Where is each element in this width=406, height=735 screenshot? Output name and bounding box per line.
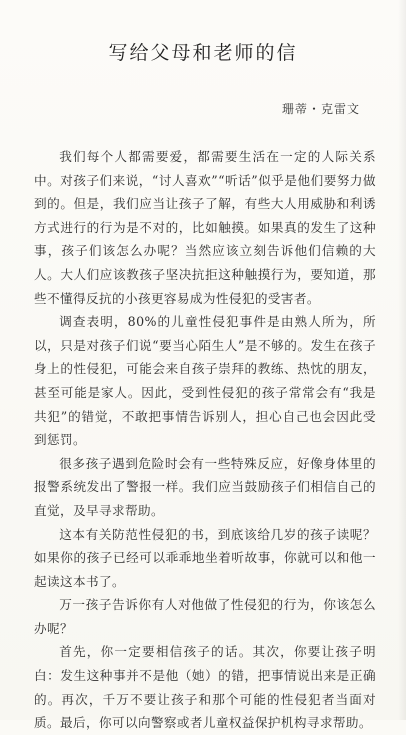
letter-body (34, 145, 376, 735)
paragraph-4: 这本有关防范性侵犯的书，到底该给几岁的孩子读呢？如果你的孩子已经可以乖乖地坐着听故事，你就可以和他一起读这本书了。 (34, 526, 376, 589)
paragraph-6: 首先，你一定要相信孩子的话。其次，你要让孩子明白：发生这种事并不是他（她）的错，把事情说出来是正确的。再次，千万不要让孩子和那个可能的性侵犯者当面对质。最后，你可以向警察或者儿童权益保护机构寻求帮助。 (34, 644, 376, 731)
page-edge-shadow (398, 0, 406, 720)
paragraph-3: 很多孩子遇到危险时会有一些特殊反应，好像身体里的报警系统发出了警报一样。我们应当鼓励孩子们相信自己的直觉，及早寻求帮助。 (34, 455, 376, 518)
paragraph-5: 万一孩子告诉你有人对他做了性侵犯的行为，你该怎么办呢？ (34, 597, 376, 636)
paragraph-2: 调查表明，80%的儿童性侵犯事件是由熟人所为，所以，只是对孩子们说“要当心陌生人”是不够的。发生在孩子身上的性侵犯，可能会来自孩子崇拜的教练、热忱的朋友，甚至可能是家人。因此，受到性侵犯的孩子常常会有“我是共犯”的错觉，不敢把事情告诉别人，担心自己也会因此受到惩罚。 (34, 314, 376, 448)
page-title: 写给父母和老师的信 (108, 42, 298, 64)
paragraph-1: 我们每个人都需要爱，都需要生活在一定的人际关系中。对孩子们来说，“讨人喜欢”“听话”似乎是他们要努力做到的。但是，我们应当让孩子了解，有些大人用威胁和利诱方式进行的行为是不对的，比如触摸。如果真的发生了这种事，孩子们该怎么办呢？当然应该立刻告诉他们信赖的大人。大人们应该教孩子坚决抗拒这种触摸行为，要知道，那些不懂得反抗的小孩更容易成为性侵犯的受害者。 (34, 149, 376, 306)
author-name: 珊蒂・克雷文 (281, 102, 360, 116)
